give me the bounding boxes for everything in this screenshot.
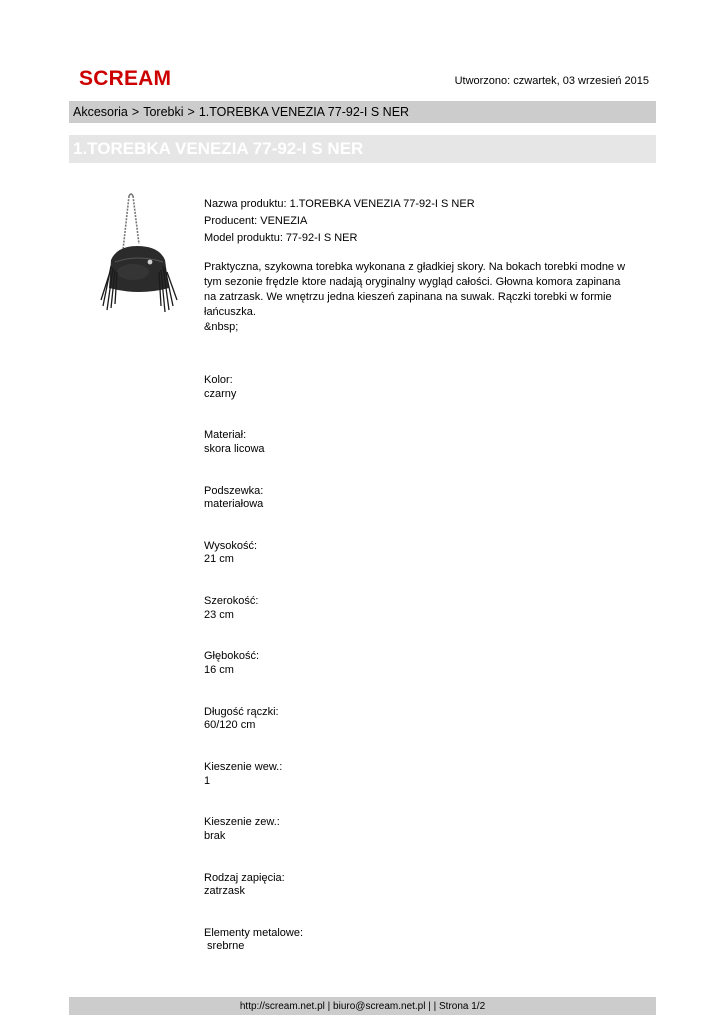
footer bbox=[69, 997, 656, 1015]
attribute-list bbox=[204, 374, 504, 982]
attribute-item bbox=[204, 706, 504, 761]
brand-logo: SCREAM bbox=[79, 67, 172, 90]
attribute-value: brak bbox=[204, 829, 226, 842]
breadcrumb-item-torebki[interactable]: Torebki bbox=[143, 105, 184, 119]
attribute-item bbox=[204, 374, 504, 429]
attribute-item bbox=[204, 872, 504, 927]
attribute-label: Szerokość: bbox=[204, 595, 259, 608]
attribute-label: Podszewka: bbox=[204, 484, 264, 497]
attribute-item bbox=[204, 816, 504, 871]
attribute-label: Długość rączki: bbox=[204, 705, 279, 718]
attribute-value: 23 cm bbox=[204, 608, 234, 621]
breadcrumb-item-akcesoria[interactable]: Akcesoria bbox=[73, 105, 128, 119]
attribute-value: 1 bbox=[204, 774, 211, 787]
created-date: Utworzono: czwartek, 03 wrzesień 2015 bbox=[454, 75, 649, 87]
attribute-value: 16 cm bbox=[204, 663, 234, 676]
attribute-value: czarny bbox=[204, 387, 237, 400]
product-details bbox=[204, 197, 629, 335]
attribute-item bbox=[204, 761, 504, 816]
attribute-value: 21 cm bbox=[204, 553, 234, 566]
attribute-item bbox=[204, 927, 504, 982]
attribute-label: Kieszenie zew.: bbox=[204, 816, 280, 829]
attribute-value: skora licowa bbox=[204, 442, 265, 455]
attribute-value: 60/120 cm bbox=[204, 719, 256, 732]
attribute-value: zatrzask bbox=[204, 885, 245, 898]
product-description: Praktyczna, szykowna torebka wykonana z gładkiej skory. Na bokach torebki modne w tym sezonie frędzle ktore nadają oryginalny wygląd całości. Głowna komora zapinana na zatrzask. We wnętrzu jedna kieszeń zapinana na suwak. Rączki torebki w formie łańcuszka. bbox=[204, 261, 626, 318]
attribute-label: Rodzaj zapięcia: bbox=[204, 871, 285, 884]
product-model: Model produktu: 77-92-I S NER bbox=[204, 232, 358, 244]
attribute-item bbox=[204, 540, 504, 595]
footer-text: http://scream.net.pl | biuro@scream.net.pl | | Strona 1/2 bbox=[239, 1000, 486, 1012]
attribute-label: Elementy metalowe: bbox=[204, 926, 304, 939]
breadcrumb bbox=[69, 101, 656, 123]
product-name: Nazwa produktu: 1.TOREBKA VENEZIA 77-92-I S NER bbox=[204, 198, 475, 210]
attribute-value: srebrne bbox=[204, 940, 245, 953]
attribute-item bbox=[204, 650, 504, 705]
attribute-label: Kieszenie wew.: bbox=[204, 761, 283, 774]
product-image bbox=[93, 188, 183, 316]
attribute-item bbox=[204, 595, 504, 650]
attribute-label: Głębokość: bbox=[204, 650, 260, 663]
attribute-label: Wysokość: bbox=[204, 539, 258, 552]
page-title: 1.TOREBKA VENEZIA 77-92-I S NER bbox=[69, 135, 656, 163]
attribute-item bbox=[204, 429, 504, 484]
attribute-label: Kolor: bbox=[204, 374, 233, 386]
product-producer: Producent: VENEZIA bbox=[204, 215, 308, 227]
attribute-value: materiałowa bbox=[204, 498, 264, 511]
attribute-label: Materiał: bbox=[204, 429, 247, 442]
breadcrumb-separator: > bbox=[131, 105, 140, 119]
breadcrumb-separator: > bbox=[187, 105, 195, 119]
attribute-item bbox=[204, 485, 504, 540]
breadcrumb-item-current: 1.TOREBKA VENEZIA 77-92-I S NER bbox=[198, 105, 410, 119]
nbsp-text: &nbsp; bbox=[204, 321, 239, 333]
